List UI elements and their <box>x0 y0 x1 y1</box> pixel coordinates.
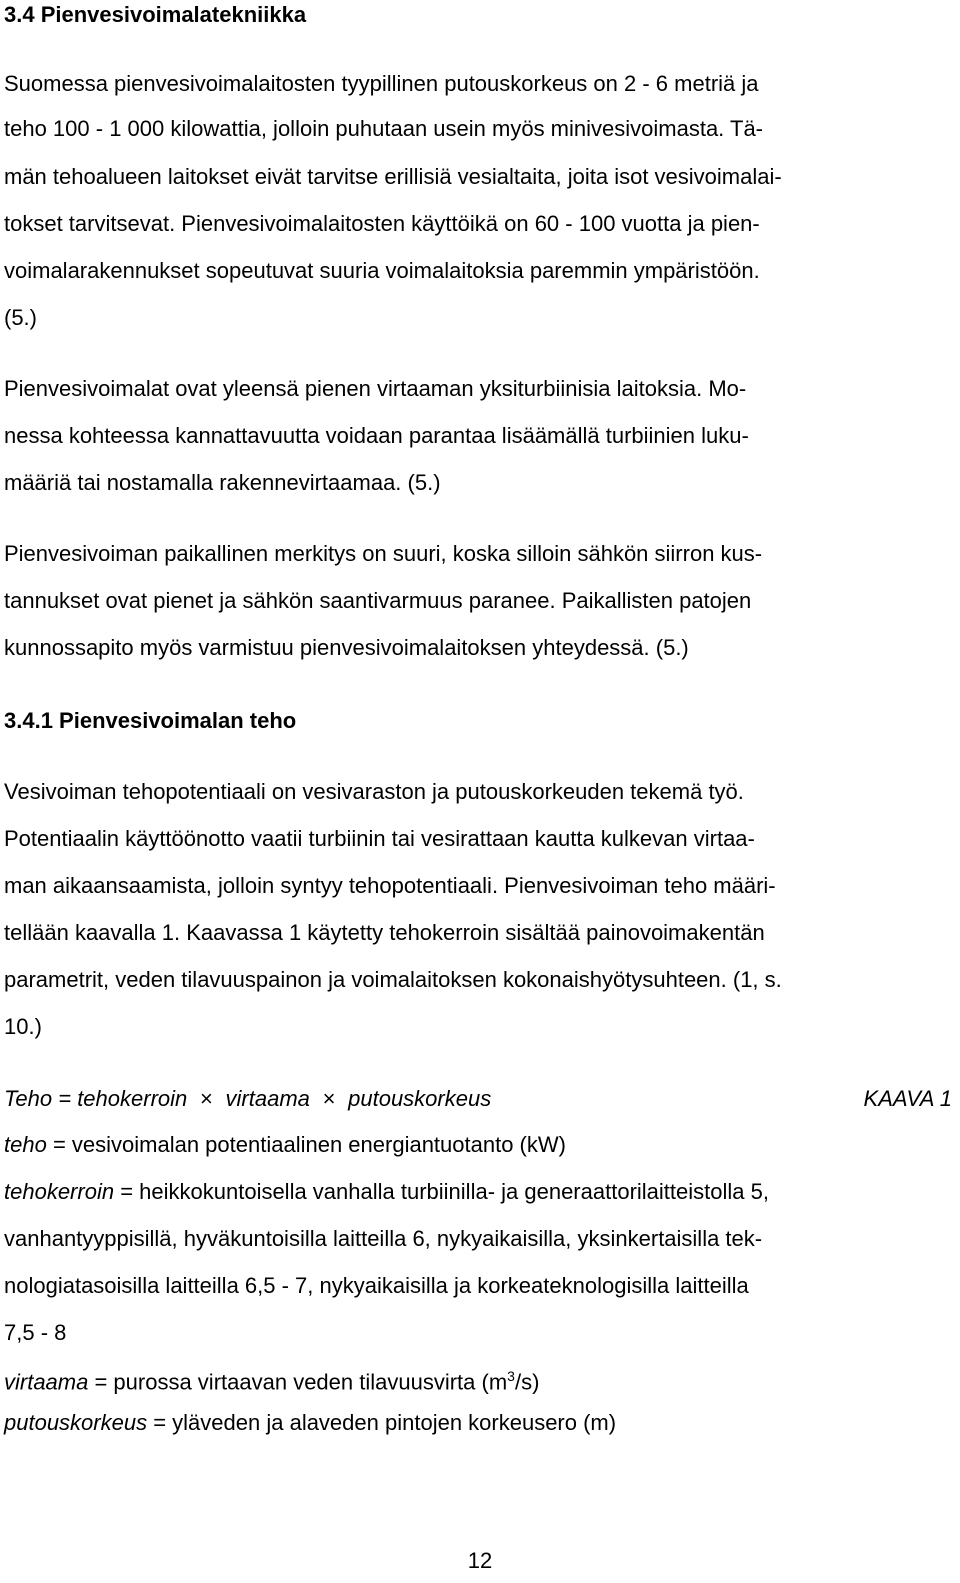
text-line: tokset tarvitsevat. Pienvesivoimalaitosten käyttöikä on 60 - 100 vuotta ja pien- <box>4 211 760 236</box>
text-line: nologiatasoisilla laitteilla 6,5 - 7, nykyaikaisilla ja korkeateknologisilla laitteilla <box>4 1273 749 1298</box>
text-line: 10.) <box>4 1014 42 1039</box>
definition-text: = vesivoimalan potentiaalinen energiantuotanto (kW) <box>46 1132 566 1157</box>
term: tehokerroin <box>4 1179 115 1204</box>
times-symbol: × <box>322 1086 336 1111</box>
text-line: voimalarakennukset sopeutuvat suuria voimalaitoksia paremmin ympäristöön. <box>4 258 760 283</box>
text-line: vanhantyyppisillä, hyväkuntoisilla laitteilla 6, nykyaikaisilla, yksinkertaisilla tek- <box>4 1226 763 1251</box>
text-line: määriä tai nostamalla rakennevirtaamaa. (5.) <box>4 470 441 495</box>
term: teho <box>4 1132 47 1157</box>
text-line: teho 100 - 1 000 kilowattia, jolloin puhutaan usein myös minivesivoimasta. Tä- <box>4 116 763 141</box>
page-number: 12 <box>467 1548 493 1573</box>
definition-virtaama <box>4 1365 539 1393</box>
formula-label: KAAVA 1 <box>863 1086 952 1111</box>
text-line: män tehoalueen laitokset eivät tarvitse erillisiä vesialtaita, joita isot vesivoimalai- <box>4 164 782 189</box>
text-line: tannukset ovat pienet ja sähkön saantivarmuus paranee. Paikallisten patojen <box>4 588 752 613</box>
text-line: Pienvesivoimalat ovat yleensä pienen virtaaman yksiturbiinisia laitoksia. Mo- <box>4 376 747 401</box>
section-heading: 3.4 Pienvesivoimalatekniikka <box>4 2 307 27</box>
definition-text: = yläveden ja alaveden pintojen korkeusero (m) <box>147 1410 617 1435</box>
text-line: Suomessa pienvesivoimalaitosten tyypillinen putouskorkeus on 2 - 6 metriä ja <box>4 71 759 96</box>
text-line: Pienvesivoiman paikallinen merkitys on suuri, koska silloin sähkön siirron kus- <box>4 541 763 566</box>
definition-putouskorkeus <box>4 1412 616 1434</box>
text-line: Potentiaalin käyttöönotto vaatii turbiinin tai vesirattaan kautta kulkevan virtaa- <box>4 826 755 851</box>
definition-tehokerroin <box>4 1181 769 1203</box>
subsection-heading: 3.4.1 Pienvesivoimalan teho <box>4 708 297 733</box>
times-symbol: × <box>199 1086 213 1111</box>
text-line: man aikaansaamista, jolloin syntyy tehopotentiaali. Pienvesivoiman teho määri- <box>4 873 776 898</box>
text-line: parametrit, veden tilavuuspainon ja voimalaitoksen kokonaishyötysuhteen. (1, s. <box>4 967 782 992</box>
term: putouskorkeus <box>4 1410 148 1435</box>
superscript: 3 <box>507 1368 515 1384</box>
text-line: nessa kohteessa kannattavuutta voidaan parantaa lisäämällä turbiinien luku- <box>4 423 749 448</box>
term: virtaama <box>4 1369 89 1395</box>
text-line: 7,5 - 8 <box>4 1320 67 1345</box>
text-line: tellään kaavalla 1. Kaavassa 1 käytetty tehokerroin sisältää painovoimakentän <box>4 920 765 945</box>
text-line: Vesivoiman tehopotentiaali on vesivaraston ja putouskorkeuden tekemä työ. <box>4 779 744 804</box>
formula-right: putouskorkeus <box>348 1086 492 1111</box>
definition-teho <box>4 1134 566 1156</box>
text-line: (5.) <box>4 305 37 330</box>
definition-text: = heikkokuntoisella vanhalla turbiinilla- ja generaattorilaitteistolla 5, <box>114 1179 769 1204</box>
definition-text-tail: /s) <box>514 1369 540 1395</box>
formula-line <box>4 1086 952 1112</box>
formula-left: Teho = tehokerroin <box>4 1086 188 1111</box>
formula-mid: virtaama <box>225 1086 310 1111</box>
text-line: kunnossapito myös varmistuu pienvesivoimalaitoksen yhteydessä. (5.) <box>4 635 689 660</box>
definition-text: = purossa virtaavan veden tilavuusvirta (m <box>88 1369 508 1395</box>
